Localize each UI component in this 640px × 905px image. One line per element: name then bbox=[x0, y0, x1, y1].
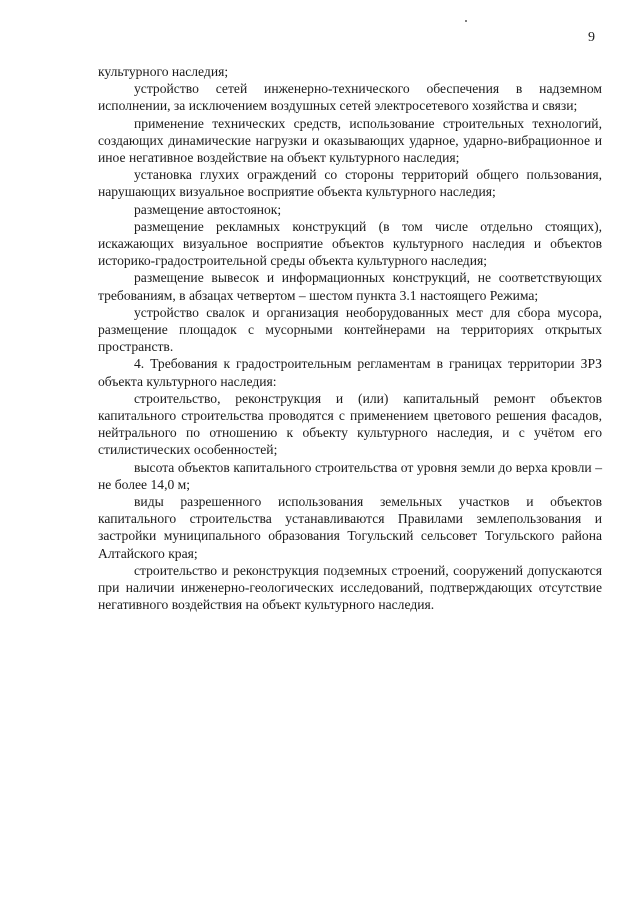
paragraph: размещение рекламных конструкций (в том числе отдельно стоящих), искажающих визуальное восприятие объектов культурного наследия и объектов историко-градостроительной среды объекта культурного наследия; bbox=[98, 218, 602, 269]
paragraph: виды разрешенного использования земельных участков и объектов капитального строительства устанавливаются Правилами землепользования и застройки муниципального образования Тогульский сельсовет Тогульского района Алтайского края; bbox=[98, 494, 602, 561]
paragraph: строительство и реконструкция подземных строений, сооружений допускаются при наличии инженерно-геологических исследований, подтверждающих отсутствие негативного воздействия на объект культурного наследия. bbox=[98, 562, 602, 613]
paragraph: размещение вывесок и информационных конструкций, не соответствующих требованиям, в абзацах четвертом – шестом пункта 3.1 настоящего Режима; bbox=[98, 270, 602, 303]
paragraph: строительство, реконструкция и (или) капитальный ремонт объектов капитального строительства проводятся с применением цветового решения фасадов, нейтрального по отношению к объекту культурного наследия, и с учётом его стилистических особенностей; bbox=[98, 390, 602, 458]
paragraph: устройство свалок и организация необорудованных мест для сбора мусора, размещение площадок с мусорными контейнерами на территориях открытых пространств. bbox=[98, 304, 602, 355]
paragraph: применение технических средств, использование строительных технологий, создающих динамические нагрузки и оказывающих ударное, ударно-вибрационное и иное негативное воздействие на объект культурного наследия; bbox=[98, 115, 602, 166]
paragraph: культурного наследия; bbox=[98, 64, 229, 79]
paragraph: устройство сетей инженерно-технического обеспечения в надземном исполнении, за исключением воздушных сетей электросетевого хозяйства и связи; bbox=[98, 81, 602, 114]
document-body bbox=[98, 63, 602, 614]
page-number: 9 bbox=[588, 30, 595, 45]
section-heading: 4. Требования к градостроительным регламентам в границах территории ЗРЗ объекта культурного наследия: bbox=[98, 356, 602, 389]
scan-speck bbox=[465, 20, 467, 22]
paragraph: высота объектов капитального строительства от уровня земли до верха кровли – не более 14,0 м; bbox=[98, 459, 602, 492]
paragraph: установка глухих ограждений со стороны территорий общего пользования, нарушающих визуальное восприятие объекта культурного наследия; bbox=[98, 167, 602, 200]
paragraph: размещение автостоянок; bbox=[134, 201, 282, 217]
